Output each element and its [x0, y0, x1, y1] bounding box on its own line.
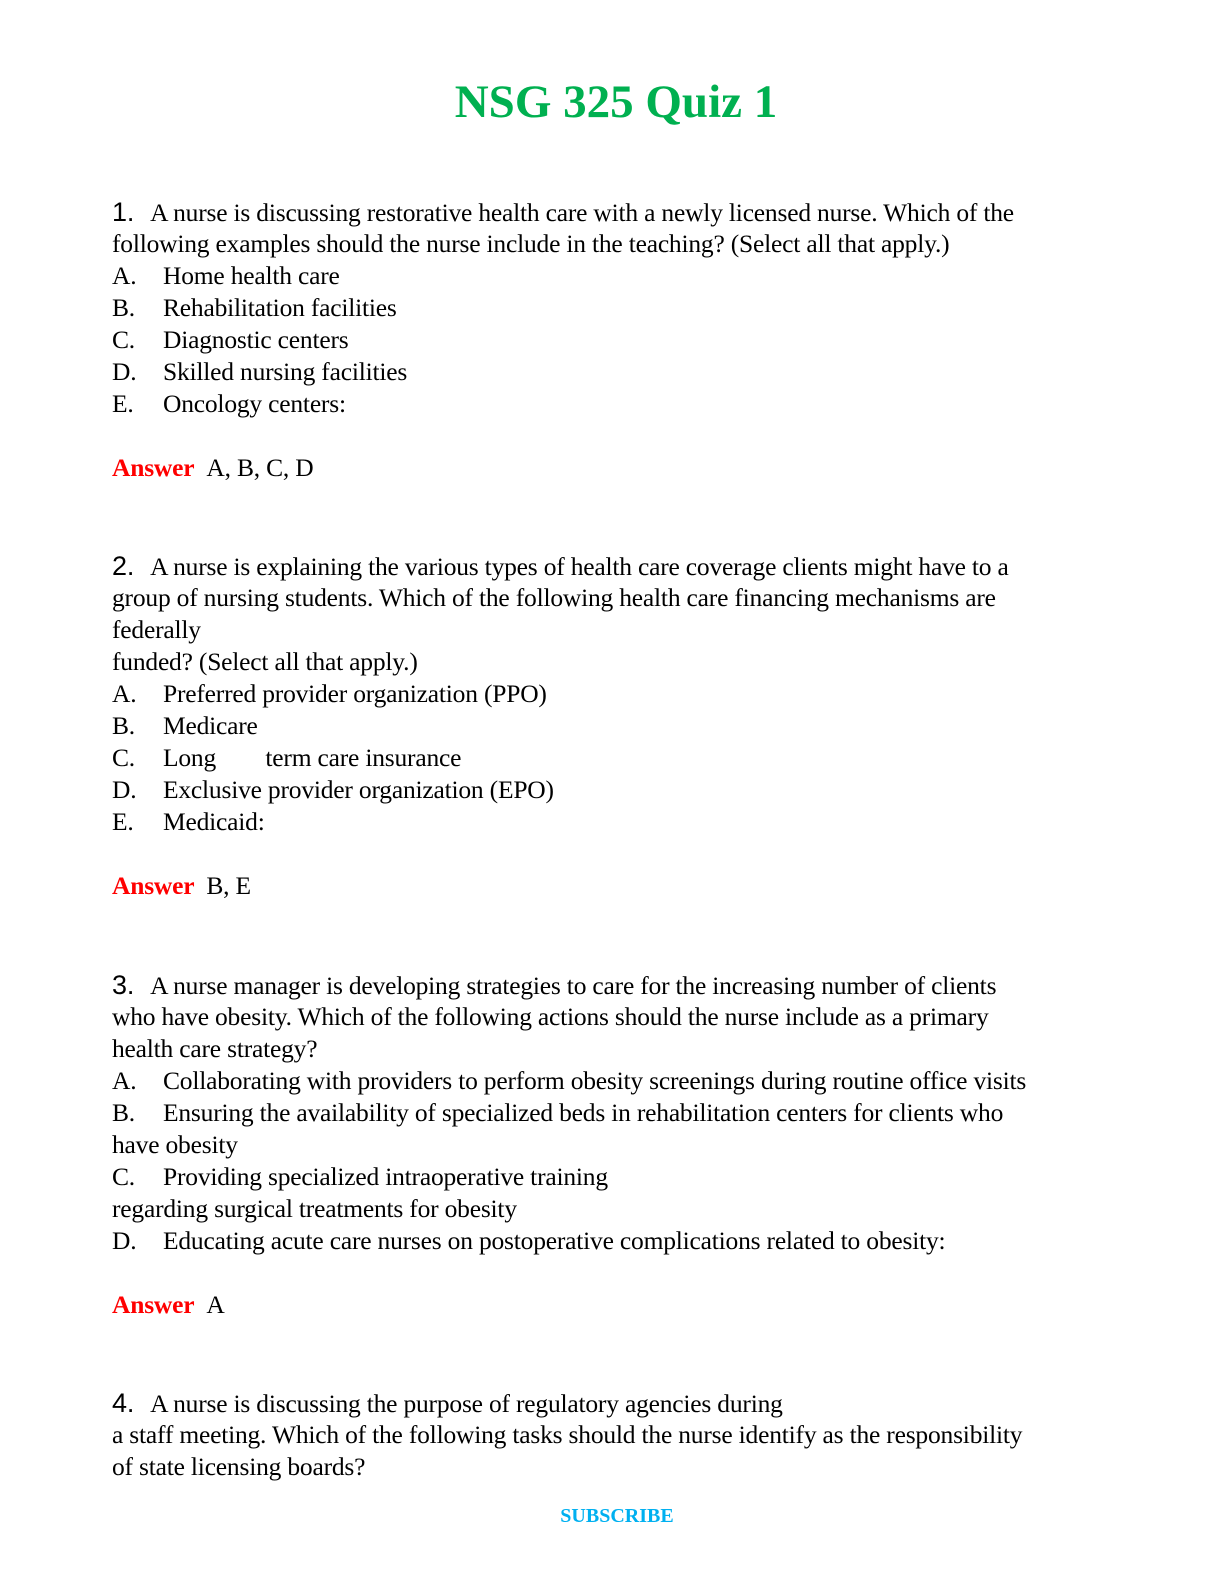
option-d: D. Educating acute care nurses on postoperative complications related to obesity:: [112, 1226, 946, 1255]
option-d: D. Exclusive provider organization (EPO): [112, 775, 554, 804]
option-e: E. Medicaid:: [112, 807, 265, 836]
question-stem-line: a staff meeting. Which of the following tasks should the nurse identify as the responsibility: [112, 1420, 1023, 1449]
question-number: 1.: [112, 197, 135, 227]
question-1: [112, 196, 1122, 484]
subscribe-link[interactable]: SUBSCRIBE: [560, 1505, 674, 1527]
question-stem-line: 3. A nurse manager is developing strategies to care for the increasing number of clients: [112, 970, 997, 1000]
question-stem-line: funded? (Select all that apply.): [112, 647, 418, 676]
answer-line: [112, 452, 1122, 484]
question-number: 4.: [112, 1388, 135, 1418]
option-b-continued: have obesity: [112, 1130, 238, 1159]
answer-value: B, E: [206, 871, 251, 900]
question-4: [112, 1387, 1122, 1483]
answer-line: [112, 1289, 1122, 1321]
option-c: C. Providing specialized intraoperative training: [112, 1162, 608, 1191]
option-c-continued: regarding surgical treatments for obesity: [112, 1194, 517, 1223]
question-stem-line: health care strategy?: [112, 1034, 318, 1063]
question-stem-line: federally: [112, 615, 201, 644]
page-title: NSG 325 Quiz 1: [454, 76, 778, 128]
answer-label: Answer: [112, 1290, 195, 1319]
option-a: A. Collaborating with providers to perform obesity screenings during routine office visits: [112, 1066, 1027, 1095]
option-a: A. Home health care: [112, 261, 340, 290]
question-stem-line: 1. A nurse is discussing restorative health care with a newly licensed nurse. Which of the: [112, 197, 1014, 227]
option-b: B. Medicare: [112, 711, 258, 740]
question-stem-line: of state licensing boards?: [112, 1452, 366, 1481]
question-2: [112, 550, 1122, 902]
question-number: 2.: [112, 551, 135, 581]
question-stem-line: who have obesity. Which of the following actions should the nurse include as a primary: [112, 1002, 989, 1031]
option-a: A. Preferred provider organization (PPO): [112, 679, 547, 708]
question-stem-line: group of nursing students. Which of the following health care financing mechanisms are: [112, 583, 996, 612]
option-d: D. Skilled nursing facilities: [112, 357, 408, 386]
answer-label: Answer: [112, 453, 195, 482]
option-e: E. Oncology centers:: [112, 389, 346, 418]
answer-value: A, B, C, D: [206, 453, 314, 482]
option-b: B. Ensuring the availability of specialized beds in rehabilitation centers for clients who: [112, 1098, 1004, 1127]
question-stem-line: 2. A nurse is explaining the various types of health care coverage clients might have to a: [112, 551, 1009, 581]
question-number: 3.: [112, 970, 135, 1000]
option-b: B. Rehabilitation facilities: [112, 293, 397, 322]
answer-label: Answer: [112, 871, 195, 900]
option-c: C. Long term care insurance: [112, 743, 462, 772]
answer-value: A: [206, 1290, 225, 1319]
question-3: [112, 969, 1122, 1321]
option-c: C. Diagnostic centers: [112, 325, 349, 354]
question-stem-line: 4. A nurse is discussing the purpose of regulatory agencies during: [112, 1388, 783, 1418]
answer-line: [112, 870, 1122, 902]
question-stem-line: following examples should the nurse include in the teaching? (Select all that apply.): [112, 229, 950, 258]
